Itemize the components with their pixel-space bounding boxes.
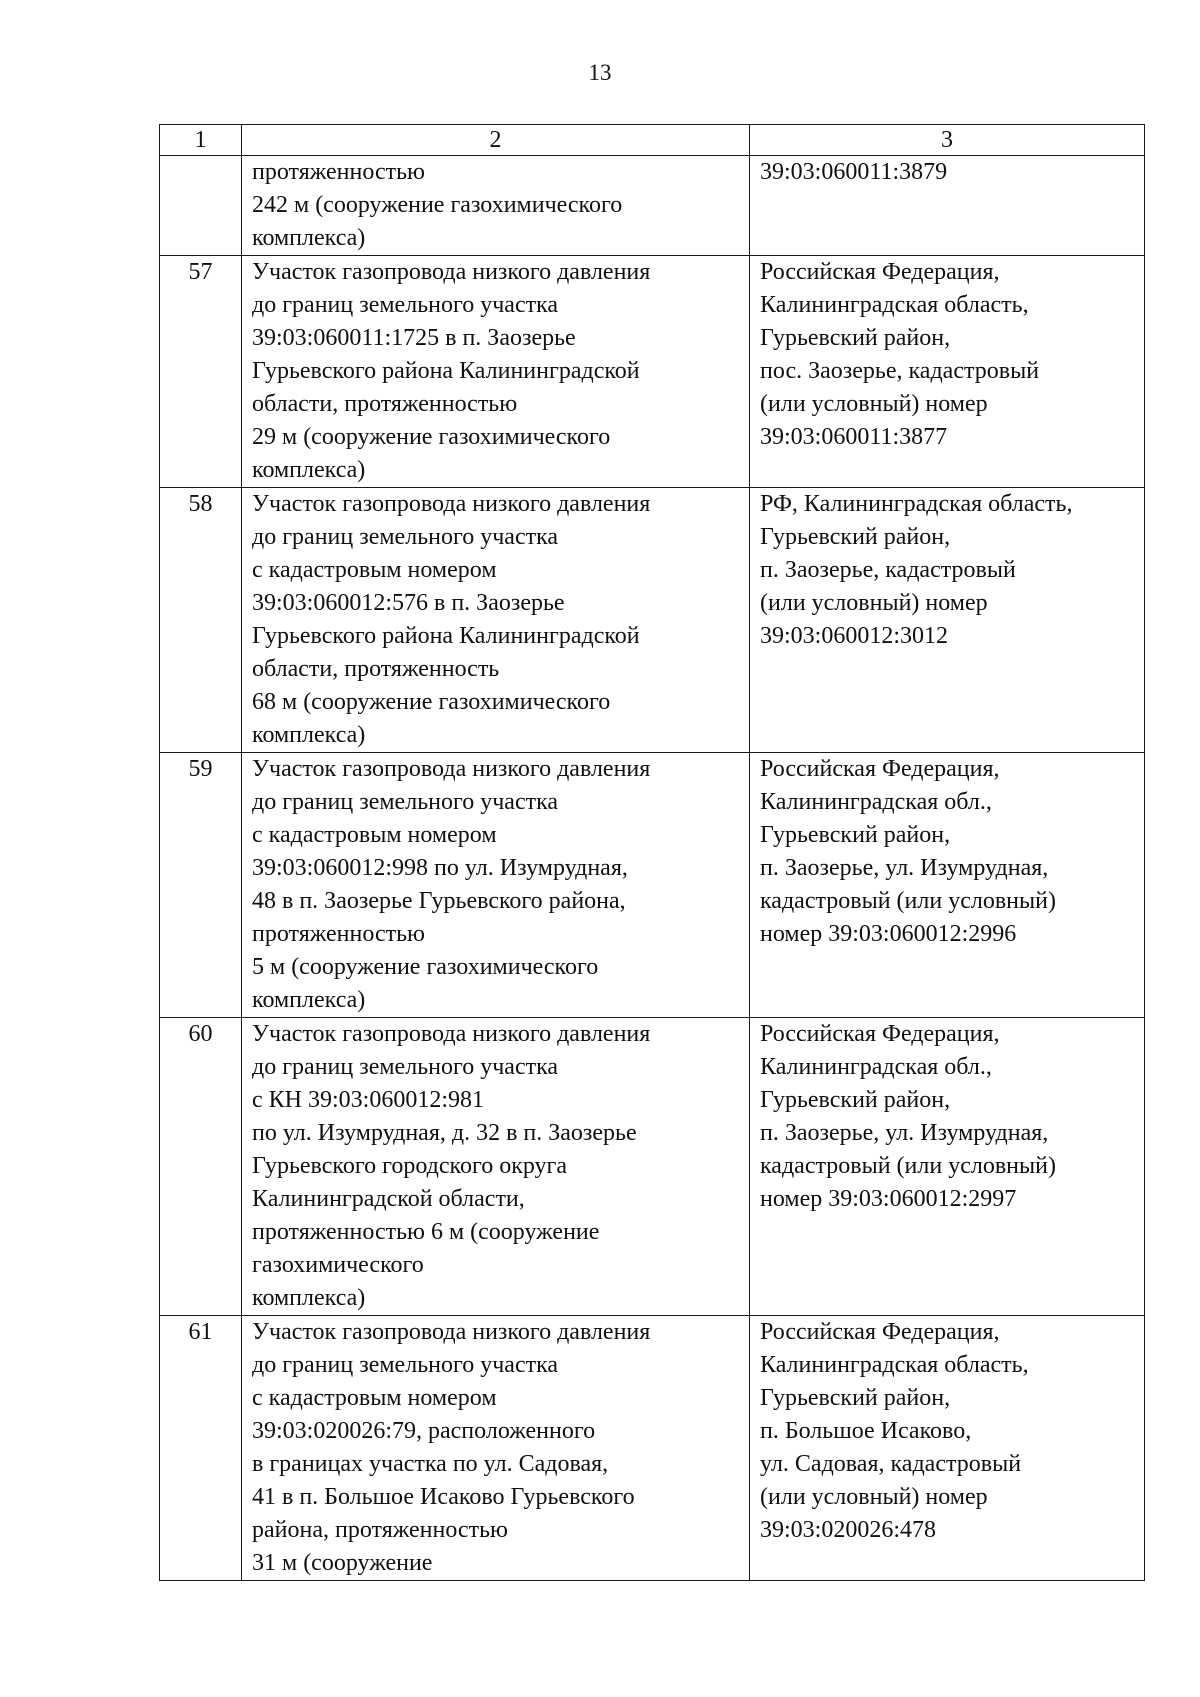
address-line: Российская Федерация, [760,1319,1000,1345]
description-line: газохимического [252,1252,424,1278]
description-line: 29 м (сооружение газохимического [252,424,611,450]
header-col-3: 3 [750,125,1145,156]
address-line: п. Заозерье, ул. Изумрудная, [760,1120,1049,1146]
description-line: Участок газопровода низкого давления [252,1021,651,1047]
address-line: 39:03:020026:478 [760,1517,937,1543]
address-line: РФ, Калининградская область, [760,491,1073,517]
header-col-2: 2 [242,125,750,156]
address-line: Гурьевский район, [760,822,951,848]
description-line: до границ земельного участка [252,1054,559,1080]
table-row [160,256,1145,488]
address-line: ул. Садовая, кадастровый [760,1451,1022,1477]
address-cell [750,753,1145,1018]
description-line: района, протяженностью [252,1517,508,1543]
row-number: 58 [188,491,213,517]
description-line: комплекса) [252,1285,366,1311]
address-line: Гурьевский район, [760,1087,951,1113]
table-row [160,1018,1145,1316]
address-line: 39:03:060011:3877 [760,424,948,450]
description-line: области, протяженность [252,656,500,682]
address-line: (или условный) номер [760,391,988,417]
address-cell [750,156,1145,256]
address-line: 39:03:060012:3012 [760,623,949,649]
header-col-1: 1 [160,125,242,156]
address-line: кадастровый (или условный) [760,888,1056,914]
address-line: Гурьевский район, [760,325,951,351]
table-row [160,156,1145,256]
row-number: 61 [188,1319,213,1345]
description-line: 39:03:060011:1725 в п. Заозерье [252,325,576,351]
description-line: с кадастровым номером [252,822,497,848]
description-line: протяженностью [252,159,425,185]
address-line: п. Заозерье, ул. Изумрудная, [760,855,1049,881]
description-line: до границ земельного участка [252,1352,559,1378]
description-line: до границ земельного участка [252,789,559,815]
description-line: 48 в п. Заозерье Гурьевского района, [252,888,626,914]
description-line: протяженностью 6 м (сооружение [252,1219,600,1245]
table-row [160,753,1145,1018]
description-line: с кадастровым номером [252,557,497,583]
description-cell [242,1316,750,1581]
description-line: в границах участка по ул. Садовая, [252,1451,609,1477]
description-cell [242,753,750,1018]
address-line: Российская Федерация, [760,756,1000,782]
address-line: номер 39:03:060012:2996 [760,921,1017,947]
address-line: Калининградская область, [760,292,1029,318]
description-line: с КН 39:03:060012:981 [252,1087,484,1113]
row-number-cell [160,256,242,488]
address-cell [750,1018,1145,1316]
description-cell [242,488,750,753]
description-line: 68 м (сооружение газохимического [252,689,611,715]
address-line: Гурьевский район, [760,1385,951,1411]
description-cell [242,156,750,256]
description-line: комплекса) [252,225,366,251]
registry-table [159,124,1145,1581]
description-line: 41 в п. Большое Исаково Гурьевского [252,1484,635,1510]
address-line: п. Большое Исаково, [760,1418,972,1444]
description-line: протяженностью [252,921,425,947]
row-number: 59 [188,756,213,782]
row-number-cell [160,1316,242,1581]
row-number: 57 [188,259,213,285]
description-line: области, протяженностью [252,391,518,417]
address-line: кадастровый (или условный) [760,1153,1056,1179]
description-line: комплекса) [252,722,366,748]
address-line: (или условный) номер [760,590,988,616]
description-line: Участок газопровода низкого давления [252,259,651,285]
description-line: до границ земельного участка [252,524,559,550]
row-number [160,156,241,189]
description-line: Участок газопровода низкого давления [252,491,651,517]
address-line: Калининградская обл., [760,1054,992,1080]
description-line: 242 м (сооружение газохимического [252,192,623,218]
description-line: 31 м (сооружение [252,1550,433,1576]
address-cell [750,1316,1145,1581]
description-cell [242,1018,750,1316]
description-line: комплекса) [252,457,366,483]
description-line: 5 м (сооружение газохимического [252,954,599,980]
address-line: 39:03:060011:3879 [760,159,948,185]
table-row [160,488,1145,753]
description-line: 39:03:060012:998 по ул. Изумрудная, [252,855,628,881]
address-line: п. Заозерье, кадастровый [760,557,1016,583]
description-line: до границ земельного участка [252,292,559,318]
address-cell [750,488,1145,753]
description-line: 39:03:060012:576 в п. Заозерье [252,590,565,616]
page-number: 13 [588,60,612,85]
address-line: пос. Заозерье, кадастровый [760,358,1040,384]
address-line: Калининградская обл., [760,789,992,815]
description-line: Участок газопровода низкого давления [252,1319,651,1345]
description-line: Гурьевского района Калининградской [252,623,640,649]
row-number-cell [160,1018,242,1316]
address-line: номер 39:03:060012:2997 [760,1186,1017,1212]
description-line: по ул. Изумрудная, д. 32 в п. Заозерье [252,1120,637,1146]
address-line: Российская Федерация, [760,259,1000,285]
description-line: Калининградской области, [252,1186,525,1212]
address-line: Российская Федерация, [760,1021,1000,1047]
address-line: (или условный) номер [760,1484,988,1510]
description-line: Гурьевского городского округа [252,1153,568,1179]
row-number-cell [160,488,242,753]
table-header-row [160,125,1145,156]
row-number: 60 [188,1021,213,1047]
row-number-cell [160,753,242,1018]
row-number-cell [160,156,242,256]
address-line: Гурьевский район, [760,524,951,550]
table-row [160,1316,1145,1581]
address-cell [750,256,1145,488]
description-line: с кадастровым номером [252,1385,497,1411]
description-line: комплекса) [252,987,366,1013]
description-line: 39:03:020026:79, расположенного [252,1418,596,1444]
description-cell [242,256,750,488]
address-line: Калининградская область, [760,1352,1029,1378]
description-line: Участок газопровода низкого давления [252,756,651,782]
description-line: Гурьевского района Калининградской [252,358,640,384]
